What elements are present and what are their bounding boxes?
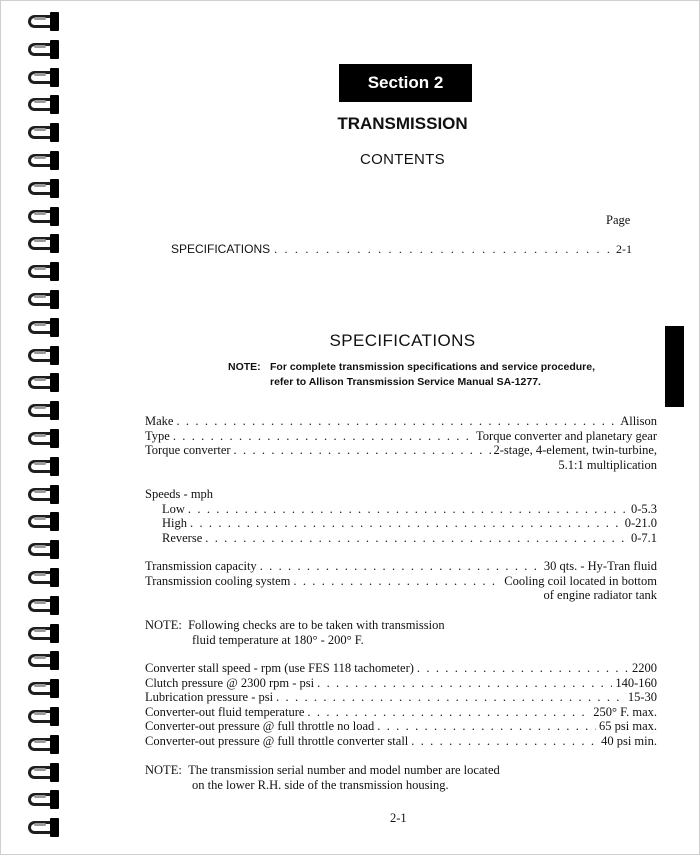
note-line: refer to Allison Transmission Service Manual SA-1277. xyxy=(270,376,541,388)
toc-page-header: Page xyxy=(606,213,631,227)
spec-row-clutch-pressure xyxy=(145,676,657,691)
binding-ring xyxy=(28,818,64,837)
spec-row-no-load-pressure xyxy=(145,719,657,734)
speeds-specs xyxy=(145,487,657,545)
chapter-title: TRANSMISSION xyxy=(337,114,468,133)
spec-value: 0-21.0 xyxy=(624,516,657,531)
leader-dots xyxy=(293,574,501,589)
section-label: Section 2 xyxy=(339,64,472,102)
note-serial-number xyxy=(145,763,500,793)
spec-value: 0-5.3 xyxy=(630,501,657,516)
binding-ring xyxy=(28,290,64,309)
binding-ring xyxy=(28,540,64,559)
spec-label: Clutch pressure @ 2300 rpm - psi xyxy=(145,675,315,690)
leader-dots xyxy=(205,531,628,546)
binding-ring xyxy=(28,318,64,337)
note-line: For complete transmission specifications and service procedure, xyxy=(270,361,596,373)
binding-ring xyxy=(28,95,64,114)
spec-value: Allison xyxy=(620,414,657,428)
spec-row-stall-pressure xyxy=(145,734,657,749)
leader-dots xyxy=(188,502,628,517)
spec-label: Type xyxy=(145,428,170,443)
binding-ring xyxy=(28,207,64,226)
section-thumb-tab xyxy=(665,326,684,407)
spec-label: Converter stall speed - rpm (use FES 118 tachometer) xyxy=(145,661,414,675)
spec-row-capacity xyxy=(145,559,657,574)
capacity-specs xyxy=(145,559,657,603)
spec-value: 2-stage, 4-element, twin-turbine, xyxy=(493,443,657,458)
binding-ring xyxy=(28,40,64,59)
spec-label: Torque converter xyxy=(145,443,231,458)
note-line: Following checks are to be taken with transmission xyxy=(188,618,445,632)
spec-value: 2200 xyxy=(632,661,657,675)
speeds-heading: Speeds - mph xyxy=(145,487,214,501)
spec-value: 15-30 xyxy=(627,690,657,705)
spec-value: 0-7.1 xyxy=(630,530,657,545)
spec-label: Converter-out pressure @ full throttle no load xyxy=(145,719,375,734)
binding-ring xyxy=(28,151,64,170)
spec-label: High xyxy=(162,516,187,531)
leader-dots xyxy=(411,734,598,749)
specifications-heading: SPECIFICATIONS xyxy=(329,331,476,350)
spiral-binding xyxy=(0,0,72,855)
spec-value: 65 psi max. xyxy=(599,719,657,734)
binding-ring xyxy=(28,373,64,392)
note-line: on the lower R.H. side of the transmission housing. xyxy=(192,778,449,792)
spec-row-make xyxy=(145,414,657,429)
note-label: NOTE: xyxy=(145,763,182,777)
leader-dots xyxy=(274,242,612,257)
spec-label: Transmission capacity xyxy=(145,559,257,573)
spec-row-cooling-system xyxy=(145,574,657,589)
toc-entry-page: 2-1 xyxy=(616,242,632,256)
spec-value-continued: of engine radiator tank xyxy=(543,588,657,603)
spec-value: Torque converter and planetary gear xyxy=(476,428,657,443)
spec-row-fluid-temperature xyxy=(145,705,657,720)
binding-ring xyxy=(28,179,64,198)
note-reference xyxy=(228,360,595,390)
general-specs xyxy=(145,414,657,472)
spec-value: 30 qts. - Hy-Tran fluid xyxy=(543,559,657,573)
leader-dots xyxy=(377,719,596,734)
spec-label: Lubrication pressure - psi xyxy=(145,690,274,705)
spec-value: 140-160 xyxy=(615,675,657,690)
leader-dots xyxy=(173,429,473,444)
binding-ring xyxy=(28,346,64,365)
page-number: 2-1 xyxy=(390,811,407,825)
binding-ring xyxy=(28,12,64,31)
note-line: fluid temperature at 180° - 200° F. xyxy=(192,633,364,647)
note-label: NOTE: xyxy=(228,361,261,373)
binding-ring xyxy=(28,568,64,587)
spec-label: Converter-out fluid temperature xyxy=(145,704,305,719)
spec-label: Make xyxy=(145,414,174,428)
spec-row-type xyxy=(145,429,657,444)
toc-entry-label: SPECIFICATIONS xyxy=(171,242,271,256)
binding-ring xyxy=(28,512,64,531)
binding-ring xyxy=(28,123,64,142)
note-line: The transmission serial number and model number are located xyxy=(188,763,500,777)
note-label: NOTE: xyxy=(145,618,182,632)
leader-dots xyxy=(317,676,612,691)
leader-dots xyxy=(417,661,629,676)
spec-label: Reverse xyxy=(162,530,203,545)
binding-ring xyxy=(28,763,64,782)
spec-row-torque-converter xyxy=(145,443,657,458)
binding-ring xyxy=(28,68,64,87)
leader-dots xyxy=(234,443,491,458)
binding-ring xyxy=(28,707,64,726)
binding-ring xyxy=(28,457,64,476)
binding-ring xyxy=(28,262,64,281)
spec-value: Cooling coil located in bottom xyxy=(504,573,657,588)
toc-entry xyxy=(171,242,632,257)
spec-label: Low xyxy=(162,501,185,516)
binding-ring xyxy=(28,596,64,615)
spec-label: Transmission cooling system xyxy=(145,573,291,588)
spec-row-stall-speed xyxy=(145,661,657,676)
leader-dots xyxy=(276,690,625,705)
binding-ring xyxy=(28,651,64,670)
spec-value: 250° F. max. xyxy=(593,704,657,719)
pressure-checks xyxy=(145,661,657,749)
binding-ring xyxy=(28,234,64,253)
binding-ring xyxy=(28,485,64,504)
spec-value: 40 psi min. xyxy=(601,733,657,748)
spec-row-speed-high xyxy=(145,516,657,531)
spec-label: Converter-out pressure @ full throttle converter stall xyxy=(145,733,409,748)
binding-ring xyxy=(28,679,64,698)
spec-row-speed-low xyxy=(145,502,657,517)
note-fluid-temperature xyxy=(145,618,445,648)
binding-ring xyxy=(28,624,64,643)
leader-dots xyxy=(307,705,590,720)
leader-dots xyxy=(260,559,541,574)
spec-value-continued: 5.1:1 multiplication xyxy=(558,457,657,472)
binding-ring xyxy=(28,735,64,754)
binding-ring xyxy=(28,401,64,420)
spec-row-speed-reverse xyxy=(145,531,657,546)
binding-ring xyxy=(28,429,64,448)
contents-heading: CONTENTS xyxy=(360,151,445,168)
leader-dots xyxy=(190,516,622,531)
binding-ring xyxy=(28,790,64,809)
spec-row-lubrication-pressure xyxy=(145,690,657,705)
leader-dots xyxy=(176,414,617,429)
